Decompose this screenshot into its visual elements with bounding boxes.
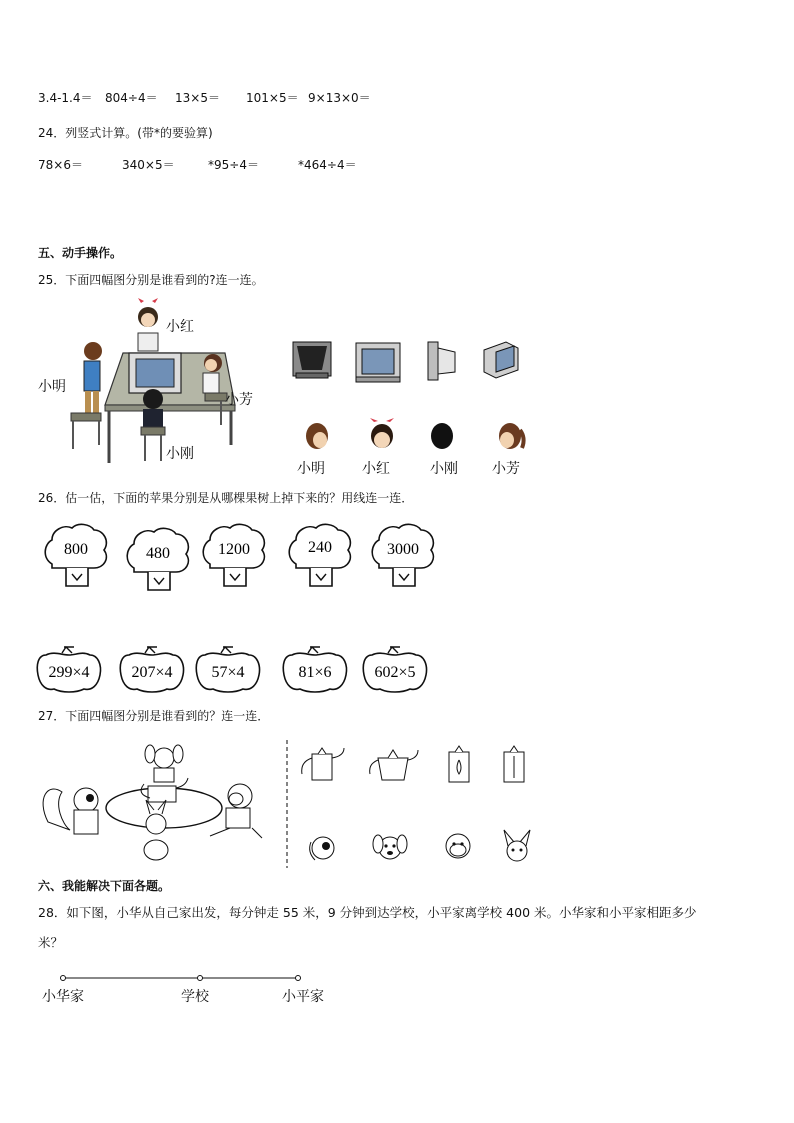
computer-view-back: [292, 340, 332, 380]
calc-item-4: 101×5＝: [246, 91, 299, 105]
computer-view-side: [427, 340, 459, 382]
calc-item-1: 3.4-1.4＝: [38, 91, 93, 105]
teapot-view-1: [298, 742, 348, 786]
calc-item-3: 13×5＝: [175, 91, 220, 105]
apple-2: [119, 643, 185, 693]
question-24-title: 24．列竖式计算。(带*的要验算): [38, 126, 213, 140]
tree-3: [200, 524, 270, 590]
section-6-heading: 六、我能解决下面各题。: [38, 879, 171, 893]
rabbit-icon: [500, 828, 534, 864]
apple-3: [195, 643, 261, 693]
apple-expression: 299×4: [48, 664, 90, 681]
apple-expression: 81×6: [298, 664, 332, 681]
question-27-title: 27．下面四幅图分别是谁看到的？连一连．: [38, 709, 270, 723]
tree-number: 240: [308, 539, 332, 556]
distance-line: [58, 973, 308, 983]
apple-1: [36, 643, 102, 693]
tree-number: 3000: [387, 541, 419, 558]
scene-name-bottom: 小刚: [166, 446, 194, 462]
head-xiaohong: [368, 418, 396, 452]
point-xiaohua-home: 小华家: [42, 989, 84, 1005]
apple-expression: 602×5: [374, 664, 416, 681]
table-scene-figure: [35, 295, 285, 465]
head-label-3: 小刚: [430, 461, 458, 477]
head-label-1: 小明: [297, 461, 325, 477]
question-28-text: 28．如下图，小华从自己家出发，每分钟走 55 米，9 分钟到达学校，小平家离学校 400 米。小华家和小平家相距多少: [38, 905, 697, 920]
vertical-calc-1: 78×6＝: [38, 158, 83, 172]
section-5-heading: 五、动手操作。: [38, 246, 123, 260]
vertical-calc-2: 340×5＝: [122, 158, 175, 172]
animals-table-scene: [40, 738, 275, 868]
apple-5: [362, 643, 428, 693]
tree-1: [42, 524, 112, 590]
tree-2: [124, 528, 194, 594]
tree-number: 1200: [218, 541, 250, 558]
teapot-view-2: [368, 742, 418, 786]
vertical-calc-3: *95÷4＝: [208, 158, 259, 172]
head-xiaofang: [496, 420, 526, 452]
scene-name-top: 小红: [166, 319, 194, 335]
monkey-icon: [442, 830, 474, 864]
dog-icon: [372, 830, 408, 864]
squirrel-icon: [307, 832, 337, 864]
head-label-4: 小芳: [492, 461, 520, 477]
scene-name-right: 小芳: [225, 392, 253, 408]
head-xiaogang: [428, 420, 456, 452]
point-school: 学校: [181, 989, 209, 1005]
head-label-2: 小红: [362, 461, 390, 477]
computer-view-angle: [482, 340, 520, 380]
tree-4: [286, 524, 356, 590]
apple-expression: 207×4: [131, 664, 173, 681]
apple-4: [282, 643, 348, 693]
point-xiaoping-home: 小平家: [282, 989, 324, 1005]
teapot-view-4: [500, 744, 530, 788]
dashed-divider: [285, 740, 289, 868]
tree-number: 480: [146, 545, 170, 562]
question-26-title: 26．估一估，下面的苹果分别是从哪棵果树上掉下来的？用线连一连．: [38, 491, 414, 505]
scene-name-left: 小明: [38, 379, 66, 395]
head-xiaoming: [303, 420, 331, 452]
calc-item-5: 9×13×0＝: [308, 91, 371, 105]
tree-number: 800: [64, 541, 88, 558]
computer-view-front: [355, 342, 401, 384]
question-25-title: 25．下面四幅图分别是谁看到的?连一连。: [38, 273, 264, 287]
question-28-text-cont: 米？: [38, 935, 64, 950]
apple-expression: 57×4: [211, 664, 245, 681]
vertical-calc-4: *464÷4＝: [298, 158, 357, 172]
calc-item-2: 804÷4＝: [105, 91, 158, 105]
tree-5: [369, 524, 439, 590]
teapot-view-3: [445, 744, 475, 788]
